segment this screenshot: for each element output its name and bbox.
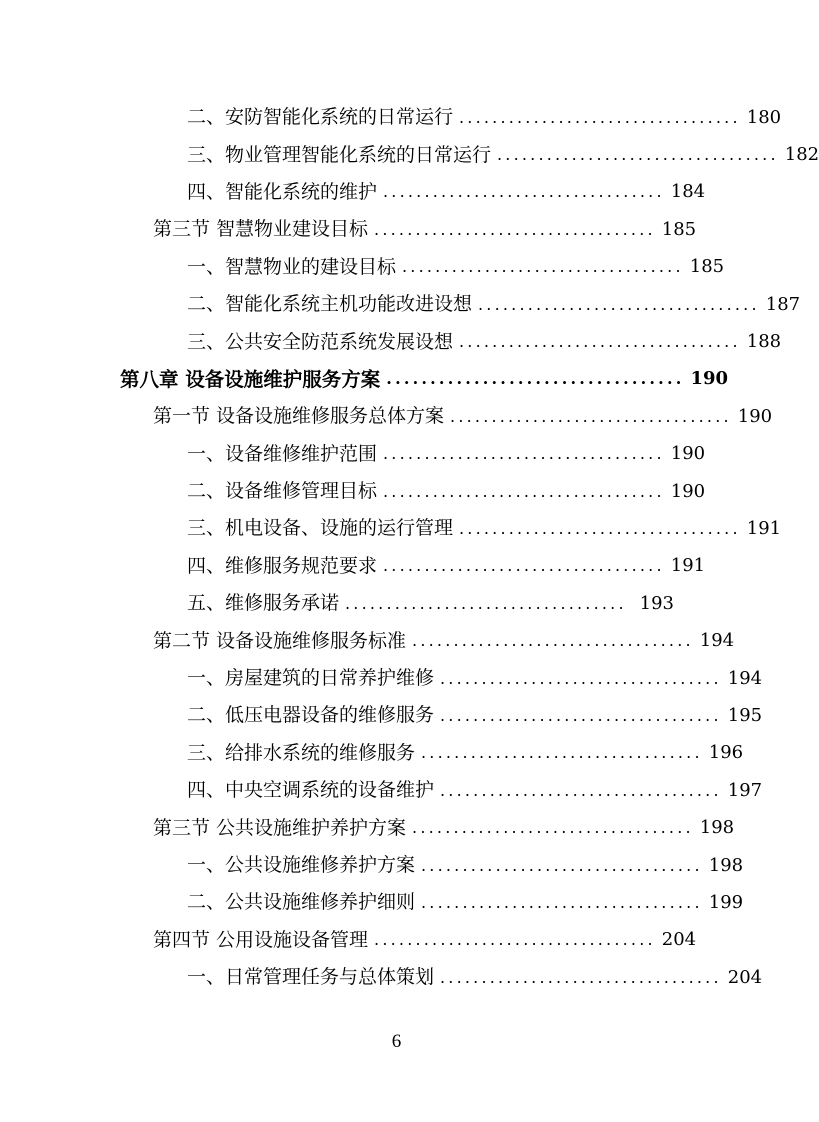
toc-entry-title: 一、房屋建筑的日常养护维修 [187,667,435,690]
toc-entry-page: 199 [708,891,744,913]
toc-entry-page: 196 [708,742,744,764]
toc-leader-dots: .................................. [497,145,779,165]
toc-entry[interactable] [0,772,763,809]
toc-entry[interactable] [0,847,744,884]
toc-entry-title: 一、公共设施维修养护方案 [187,854,416,876]
toc-entry-title: 四、智能化系统的维护 [187,180,378,203]
toc-leader-dots: .................................. [478,294,760,314]
toc-entry[interactable] [0,548,706,585]
toc-entry[interactable] [0,436,706,473]
toc-leader-dots: .................................. [383,556,665,576]
toc-leader-dots: .................................. [459,107,741,127]
toc-leader-dots: .................................. [345,593,627,613]
toc-entry-title: 一、日常管理任务与总体策划 [187,966,435,989]
toc-entry-page: 195 [727,704,763,726]
toc-entry-page: 191 [746,517,782,539]
toc-leader-dots: .................................. [459,518,741,538]
toc-leader-dots: .................................. [383,182,665,202]
toc-leader-dots: .................................. [440,705,722,725]
toc-leader-dots: .................................. [402,257,684,277]
page-number: 6 [391,1031,402,1052]
toc-entry[interactable] [0,249,725,286]
toc-entry-page: 180 [746,106,782,128]
toc-entry-title: 三、给排水系统的维修服务 [187,741,416,764]
toc-entry-title: 一、智慧物业的建设目标 [187,255,397,278]
toc-entry-page: 197 [727,779,763,801]
toc-entry[interactable] [0,136,819,173]
toc-entry-title: 二、安防智能化系统的日常运行 [187,106,454,129]
toc-entry-title: 二、低压电器设备的维修服务 [187,704,435,727]
toc-leader-dots: .................................. [386,369,685,389]
toc-entry-title: 第三节 公共设施维护养护方案 [153,816,407,839]
toc-entry-page: 190 [670,480,706,502]
toc-entry-page: 198 [708,854,744,876]
toc-entry[interactable] [0,174,706,211]
toc-leader-dots: .................................. [374,930,656,950]
toc-entry[interactable] [0,884,744,921]
toc-entry-section[interactable] [0,622,735,659]
toc-leader-dots: .................................. [421,855,703,875]
toc-entry-title: 第三节 智慧物业建设目标 [153,218,369,241]
toc-entry-section[interactable] [0,922,697,959]
toc-entry-page: 187 [765,293,801,315]
toc-entry[interactable] [0,286,801,323]
toc-entry-section[interactable] [0,809,735,846]
toc-entry-title: 二、智能化系统主机功能改进设想 [187,293,473,316]
table-of-contents [0,99,819,996]
toc-entry[interactable] [0,510,782,547]
toc-entry-page: 204 [727,966,763,988]
toc-entry-page: 190 [670,443,706,465]
toc-entry-chapter[interactable] [0,361,729,398]
toc-entry-page: 188 [746,331,782,353]
toc-entry-title: 四、中央空调系统的设备维护 [187,779,435,802]
toc-entry-section[interactable] [0,398,773,435]
toc-entry-page: 194 [727,667,763,689]
toc-entry[interactable] [0,735,744,772]
toc-leader-dots: .................................. [374,219,656,239]
toc-entry[interactable] [0,660,763,697]
toc-entry[interactable] [0,697,763,734]
toc-entry-title: 第八章 设备设施维护服务方案 [120,367,381,391]
toc-leader-dots: .................................. [440,780,722,800]
toc-entry-page: 185 [689,256,725,278]
toc-entry[interactable] [0,473,706,510]
toc-entry-page: 190 [737,405,773,427]
toc-leader-dots: .................................. [412,631,694,651]
toc-entry-title: 第四节 公用设施设备管理 [153,928,369,951]
toc-entry-page: 185 [661,218,697,240]
toc-entry-title: 二、设备维修管理目标 [187,480,378,503]
toc-entry-page: 182 [784,144,819,166]
toc-entry[interactable] [0,585,674,622]
toc-leader-dots: .................................. [450,406,732,426]
toc-leader-dots: .................................. [412,818,694,838]
toc-leader-dots: .................................. [421,743,703,763]
toc-entry-title: 三、公共安全防范系统发展设想 [187,330,454,353]
toc-entry-page: 191 [670,555,706,577]
toc-leader-dots: .................................. [440,668,722,688]
toc-entry-page: 198 [699,817,735,839]
toc-entry-title: 五、维修服务承诺 [187,592,340,615]
toc-leader-dots: .................................. [383,481,665,501]
toc-entry-title: 三、机电设备、设施的运行管理 [187,517,454,540]
toc-leader-dots: .................................. [383,444,665,464]
toc-entry-page: 194 [699,630,735,652]
toc-leader-dots: .................................. [440,967,722,987]
toc-entry-page: 190 [690,368,729,390]
toc-entry-title: 一、设备维修维护范围 [187,442,378,465]
toc-entry[interactable] [0,959,763,996]
toc-entry-title: 四、维修服务规范要求 [187,554,378,577]
toc-entry[interactable] [0,99,782,136]
toc-entry-section[interactable] [0,211,697,248]
toc-entry-title: 二、公共设施维修养护细则 [187,891,416,914]
toc-entry-page: 204 [661,929,697,951]
toc-entry[interactable] [0,323,782,360]
toc-leader-dots: .................................. [459,332,741,352]
toc-entry-title: 三、物业管理智能化系统的日常运行 [187,143,492,166]
toc-leader-dots: .................................. [421,892,703,912]
toc-entry-title: 第一节 设备设施维修服务总体方案 [153,405,445,428]
toc-entry-page: 184 [670,181,706,203]
toc-entry-title: 第二节 设备设施维修服务标准 [153,629,407,652]
toc-entry-page: 193 [639,592,674,614]
